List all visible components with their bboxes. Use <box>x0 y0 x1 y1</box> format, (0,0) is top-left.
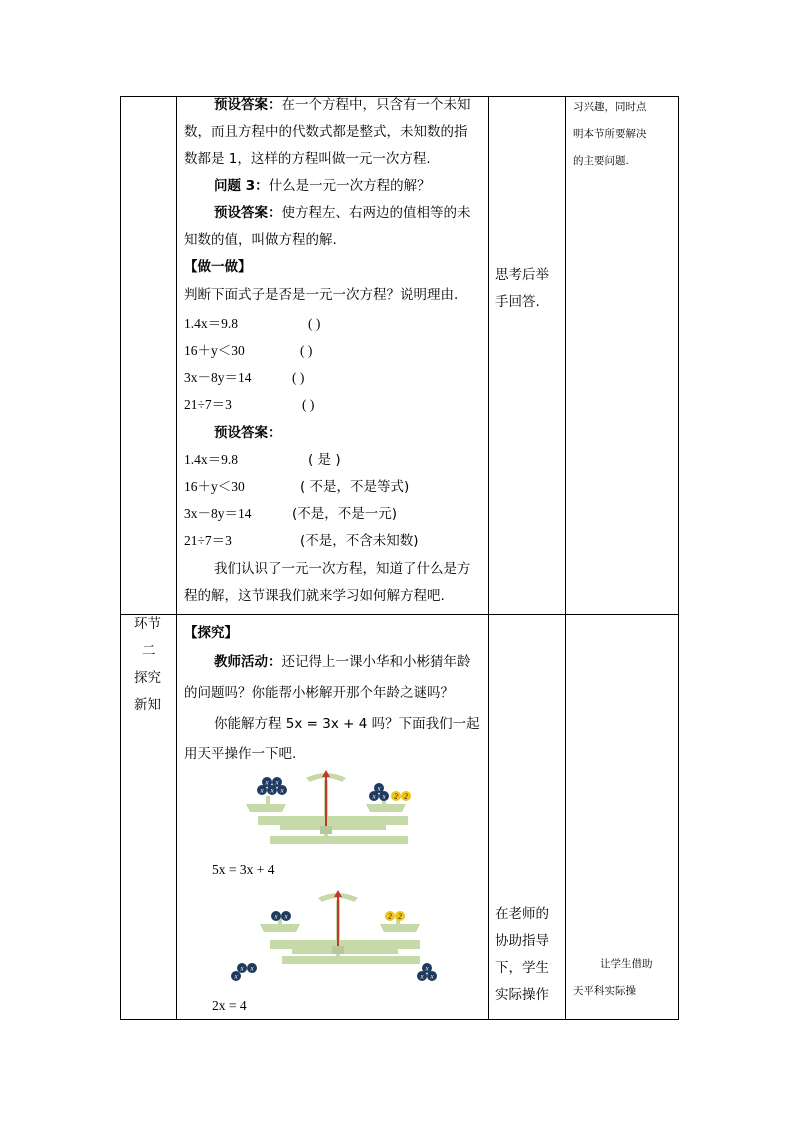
variable-label: x <box>275 778 279 787</box>
exercise-blank: ( ) <box>302 397 315 412</box>
answer-expr: 16＋y＜30 <box>184 479 245 494</box>
text-line: 用天平操作一下吧. <box>184 746 297 762</box>
do-instruction: 判断下面式子是否是一元一次方程？说明理由. <box>184 287 459 303</box>
variable-label: x <box>280 786 284 795</box>
design-intent: 明本节所要解决 <box>573 128 647 140</box>
answer-expr: 3x－8y＝14 <box>184 506 252 521</box>
student-activity: 手回答. <box>495 294 540 310</box>
col-divider <box>488 96 489 1020</box>
number-balls-pan-right <box>385 911 405 921</box>
col-divider <box>176 96 177 1020</box>
variable-label: x <box>284 912 288 921</box>
answer-text: (不是，不含未知数) <box>300 533 419 549</box>
variable-label: x <box>234 972 238 981</box>
exercise-expr: 3x－8y＝14 <box>184 370 252 385</box>
balance-scale-2 <box>226 886 442 986</box>
design-intent: 的主要问题. <box>573 155 629 167</box>
answer-text: ( 不是，不是等式) <box>300 479 410 495</box>
x-balls-right <box>369 783 389 801</box>
exercise-blank: ( ) <box>308 316 321 331</box>
solve-prompt: 你能解方程 5x = 3x + 4 吗？下面我们一起 <box>214 716 480 732</box>
student-activity: 实际操作 <box>495 987 549 1003</box>
answer-text: ( 是 ) <box>308 452 341 468</box>
exercise-expr: 16＋y＜30 <box>184 343 245 358</box>
variable-label: x <box>240 964 244 973</box>
section-title-do: 【做一做】 <box>184 259 252 275</box>
text-line: 数都是 1，这样的方程叫做一元一次方程. <box>184 151 431 167</box>
variable-label: x <box>260 786 264 795</box>
variable-label: x <box>382 792 386 801</box>
preset-answer-2: 预设答案：使方程左、右两边的值相等的未 <box>214 205 471 221</box>
preset-answer-1: 预设答案：在一个方程中，只含有一个未知 <box>214 97 471 113</box>
stage-label: 探究 <box>134 670 161 686</box>
closing-text: 程的解，这节课我们就来学习如何解方程吧. <box>184 588 445 604</box>
student-activity: 在老师的 <box>495 906 549 922</box>
col-divider <box>565 96 566 1020</box>
stage-label: 环节 <box>134 616 161 632</box>
text-line: 的问题吗？你能帮小彬解开那个年龄之谜吗？ <box>184 685 454 701</box>
variable-label: x <box>250 964 254 973</box>
answer-expr: 1.4x＝9.8 <box>184 452 238 467</box>
x-balls-left <box>257 777 287 795</box>
preset-answer-3: 预设答案： <box>214 425 282 441</box>
variable-label: x <box>430 972 434 981</box>
stage-label: 新知 <box>134 697 161 713</box>
closing-text: 我们认识了一元一次方程，知道了什么是方 <box>214 561 471 577</box>
student-activity: 思考后举 <box>495 267 549 283</box>
exercise-expr: 1.4x＝9.8 <box>184 316 238 331</box>
exercise-expr: 21÷7＝3 <box>184 397 232 412</box>
variable-label: x <box>425 964 429 973</box>
number-label: 2 <box>404 792 408 801</box>
design-intent: 习兴趣，同时点 <box>573 101 647 113</box>
number-label: 2 <box>388 912 392 921</box>
text-line: 数，而且方程中的代数式都是整式，未知数的指 <box>184 124 468 140</box>
row-divider <box>120 614 679 615</box>
exercise-blank: ( ) <box>300 343 313 358</box>
variable-label: x <box>372 792 376 801</box>
stage-label: 二 <box>142 643 156 659</box>
variable-label: x <box>274 912 278 921</box>
student-activity: 协助指导 <box>495 933 549 949</box>
balance-caption-2: 2x = 4 <box>212 998 247 1013</box>
number-label: 2 <box>398 912 402 921</box>
design-intent: 让学生借助 <box>600 958 653 970</box>
variable-label: x <box>420 972 424 981</box>
section-title-explore: 【探究】 <box>184 625 238 641</box>
x-balls-removed-left <box>231 963 257 981</box>
number-label: 2 <box>394 792 398 801</box>
text-line: 知数的值，叫做方程的解. <box>184 232 337 248</box>
question-3: 问题 3：什么是一元一次方程的解？ <box>214 178 431 194</box>
answer-expr: 21÷7＝3 <box>184 533 232 548</box>
student-activity: 下，学生 <box>495 960 549 976</box>
balance-caption-1: 5x = 3x + 4 <box>212 862 275 877</box>
balance-scale-1 <box>240 768 420 852</box>
variable-label: x <box>377 784 381 793</box>
number-balls-right <box>391 791 411 801</box>
exercise-blank: ( ) <box>292 370 305 385</box>
x-balls-removed-right <box>417 963 437 981</box>
design-intent: 天平科实际操 <box>573 985 636 997</box>
variable-label: x <box>270 786 274 795</box>
teacher-activity: 教师活动：还记得上一课小华和小彬猜年龄 <box>214 654 471 670</box>
answer-text: (不是，不是一元) <box>292 506 398 522</box>
variable-label: x <box>265 778 269 787</box>
